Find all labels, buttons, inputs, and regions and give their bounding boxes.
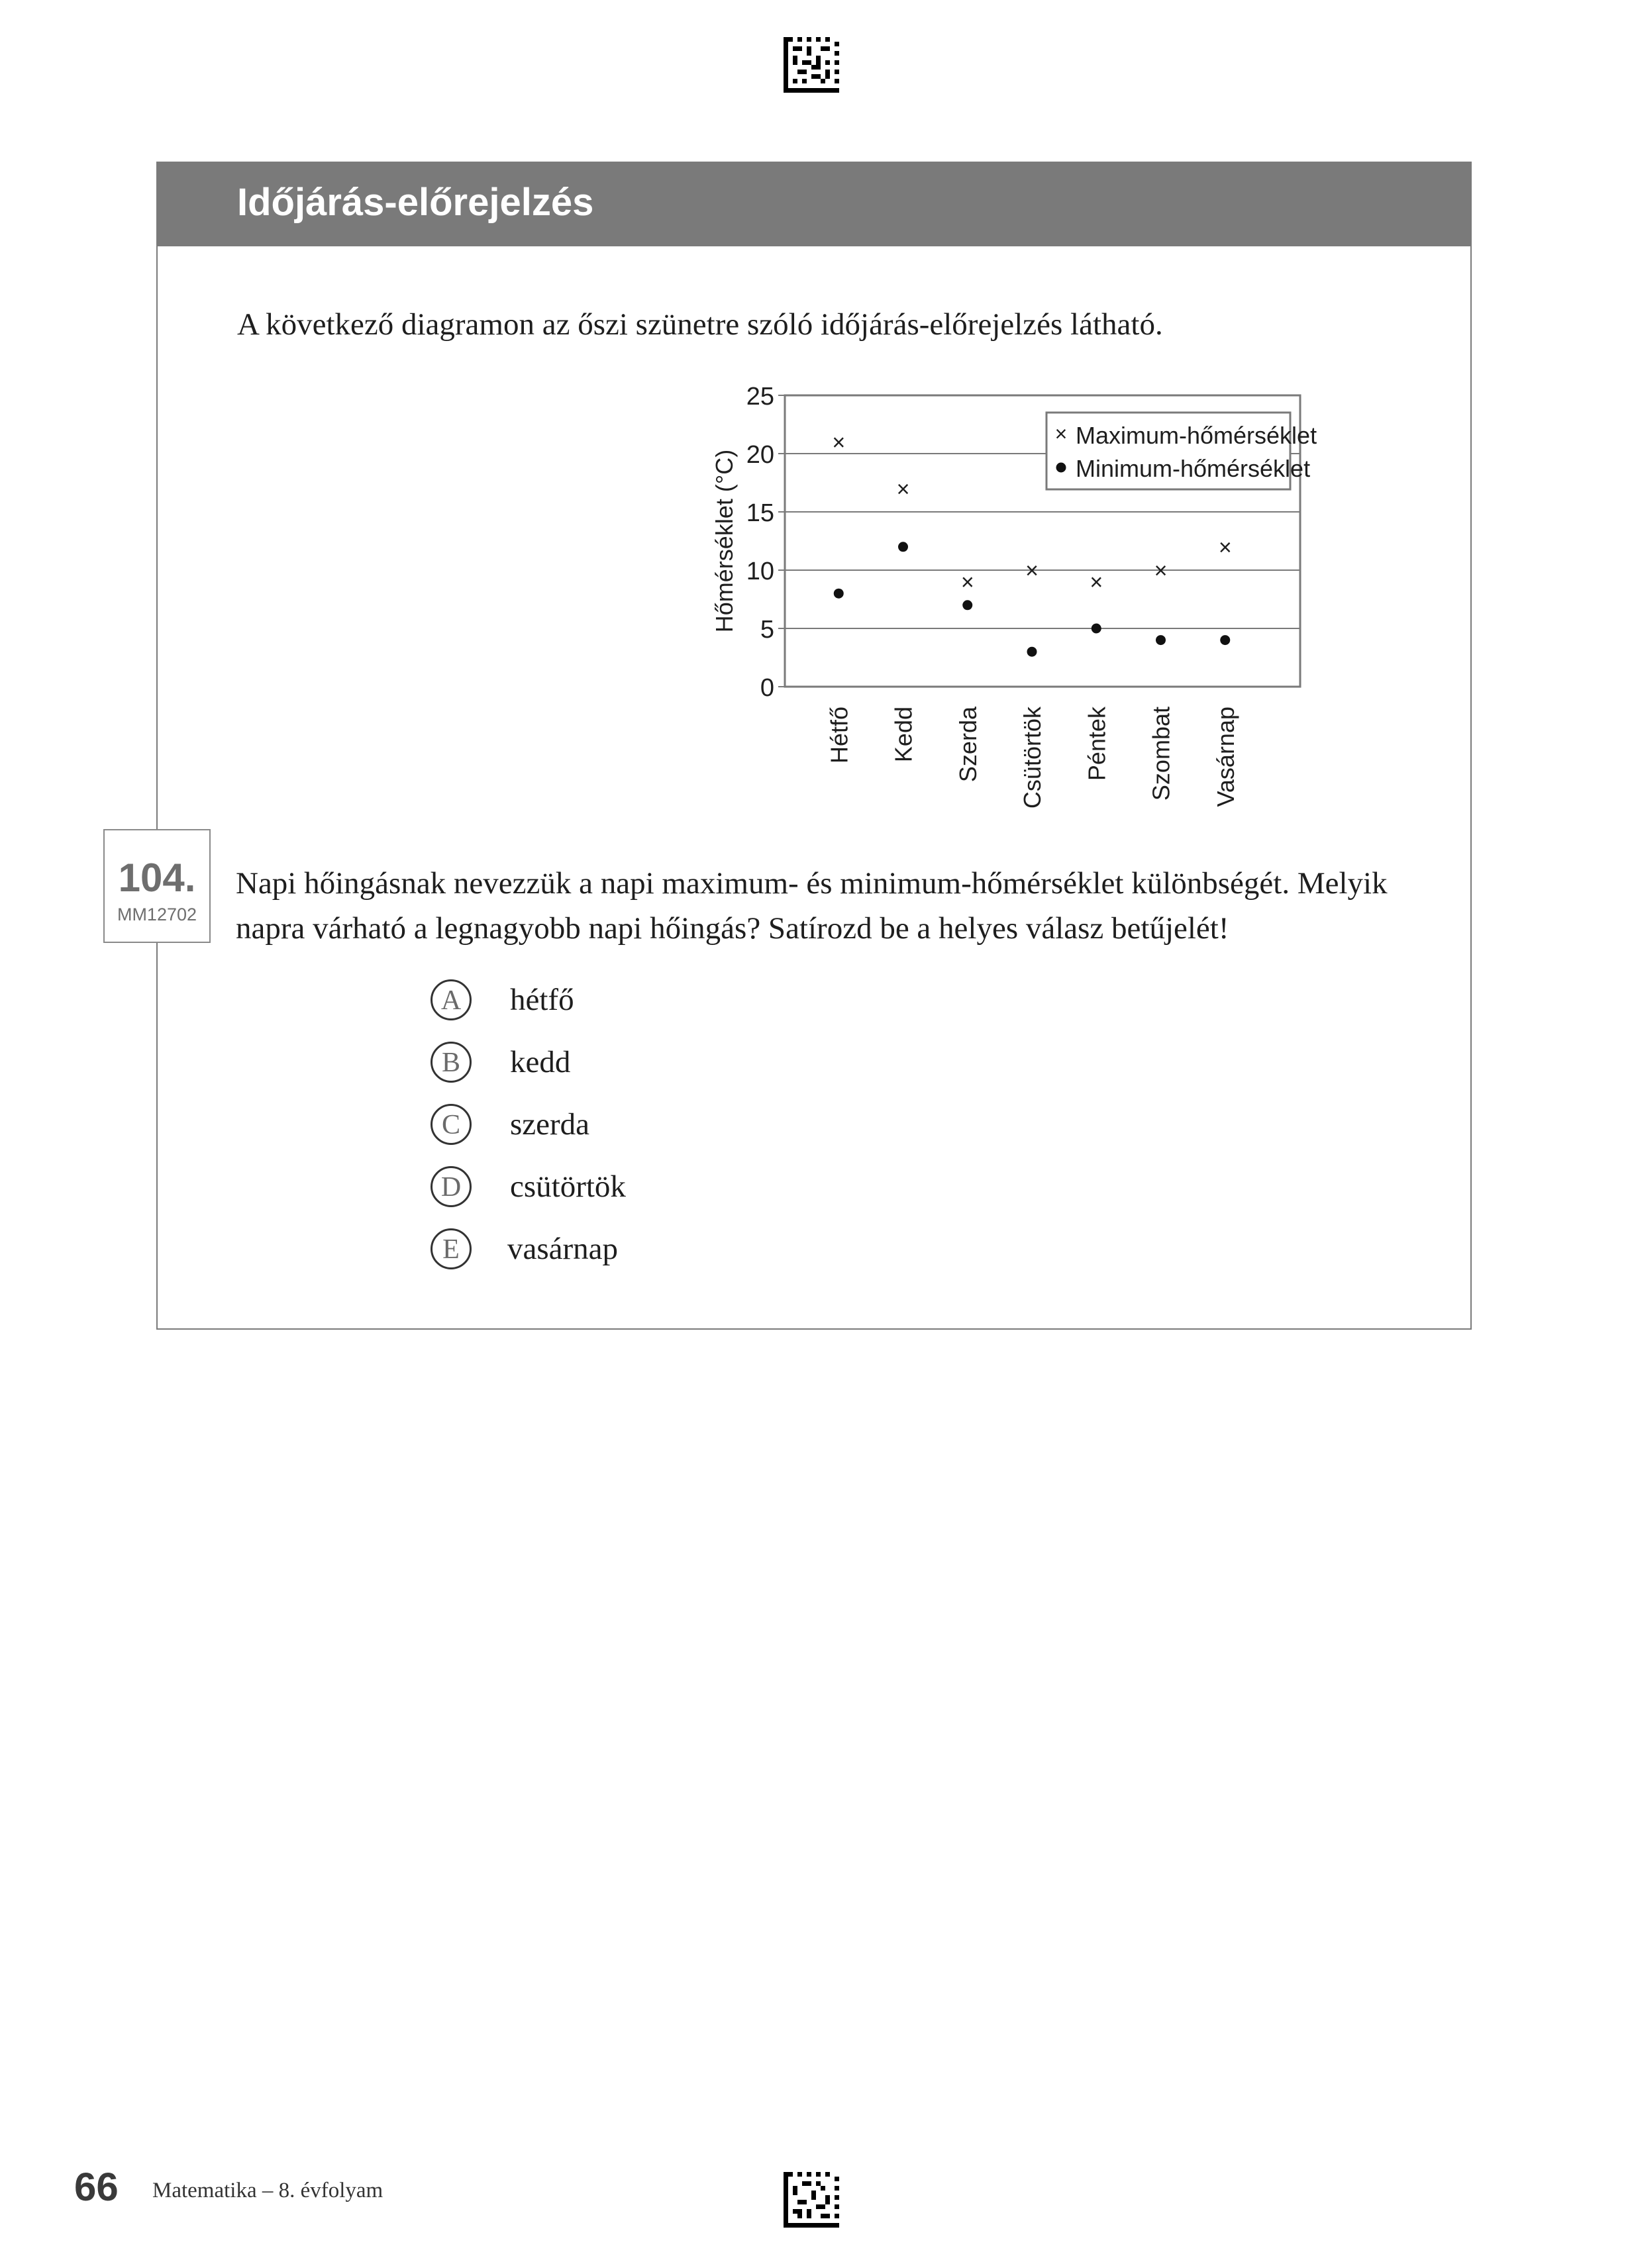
task-header-bar [158,163,1470,246]
legend-max-marker: × [1054,422,1068,446]
task-intro-text: A következő diagramon az őszi szünetre szóló időjárás-előrejelzés látható. [237,307,1163,342]
min-temp-marker [962,600,972,610]
option-b-text: kedd [510,1045,571,1079]
option-b-letter-circle[interactable]: B [431,1042,472,1083]
min-temp-marker [1156,635,1166,645]
y-tick-label: 0 [760,674,774,702]
question-line-2: napra várható a legnagyobb napi hőingás? Satírozd be a helyes válasz betűjelét! [236,911,1229,946]
min-temp-marker [834,589,844,599]
option-a-text: hétfő [510,983,574,1017]
x-category-label: Szombat [1147,707,1175,801]
max-temp-marker: × [960,569,974,595]
question-number-box [103,829,211,943]
task-box [156,162,1472,1330]
page-number: 66 [74,2165,119,2209]
task-title: Időjárás-előrejelzés [237,181,594,224]
question-text [236,861,1388,951]
footer-subject: Matematika – 8. évfolyam [152,2179,383,2202]
max-temp-marker: × [1154,558,1168,583]
legend-min-marker [1056,463,1066,473]
y-tick-label: 5 [760,616,774,644]
option-e-text: vasárnap [507,1232,619,1266]
x-category-label: Kedd [890,707,917,763]
option-d-text: csütörtök [510,1169,626,1204]
y-tick-label: 20 [746,441,774,469]
x-category-label: Hétfő [825,707,853,764]
question-line-1: Napi hőingásnak nevezzük a napi maximum- és minimum-hőmérséklet különbségét. Melyik [236,866,1388,901]
x-category-label: Péntek [1083,707,1111,781]
x-category-label: Vasárnap [1211,707,1239,807]
question-number: 104. [118,856,196,900]
datamatrix-code-top [784,37,839,93]
max-temp-marker: × [1218,534,1232,560]
datamatrix-code-bottom [784,2172,839,2228]
max-temp-marker: × [1090,569,1103,595]
max-temp-marker: × [1025,558,1039,583]
min-temp-marker [898,542,908,552]
x-category-label: Csütörtök [1019,707,1046,809]
x-category-label: Szerda [954,707,982,783]
legend-max-label: Maximum-hőmérséklet [1076,422,1317,449]
y-tick-label: 10 [746,558,774,585]
y-tick-label: 15 [746,499,774,527]
y-tick-label: 25 [746,383,774,411]
max-temp-marker: × [832,430,846,456]
legend-min-label: Minimum-hőmérséklet [1076,455,1311,482]
min-temp-marker [1027,647,1037,657]
option-c-letter-circle[interactable]: C [431,1104,472,1145]
option-e-letter-circle[interactable]: E [431,1228,472,1269]
min-temp-marker [1220,635,1230,645]
option-a-letter-circle[interactable]: A [431,979,472,1020]
option-d-letter-circle[interactable]: D [431,1166,472,1207]
max-temp-marker: × [896,476,910,502]
min-temp-marker [1092,624,1101,634]
option-c-text: szerda [510,1107,590,1142]
y-axis-label: Hőmérséklet (°C) [711,449,738,633]
question-code: MM12702 [117,905,197,924]
